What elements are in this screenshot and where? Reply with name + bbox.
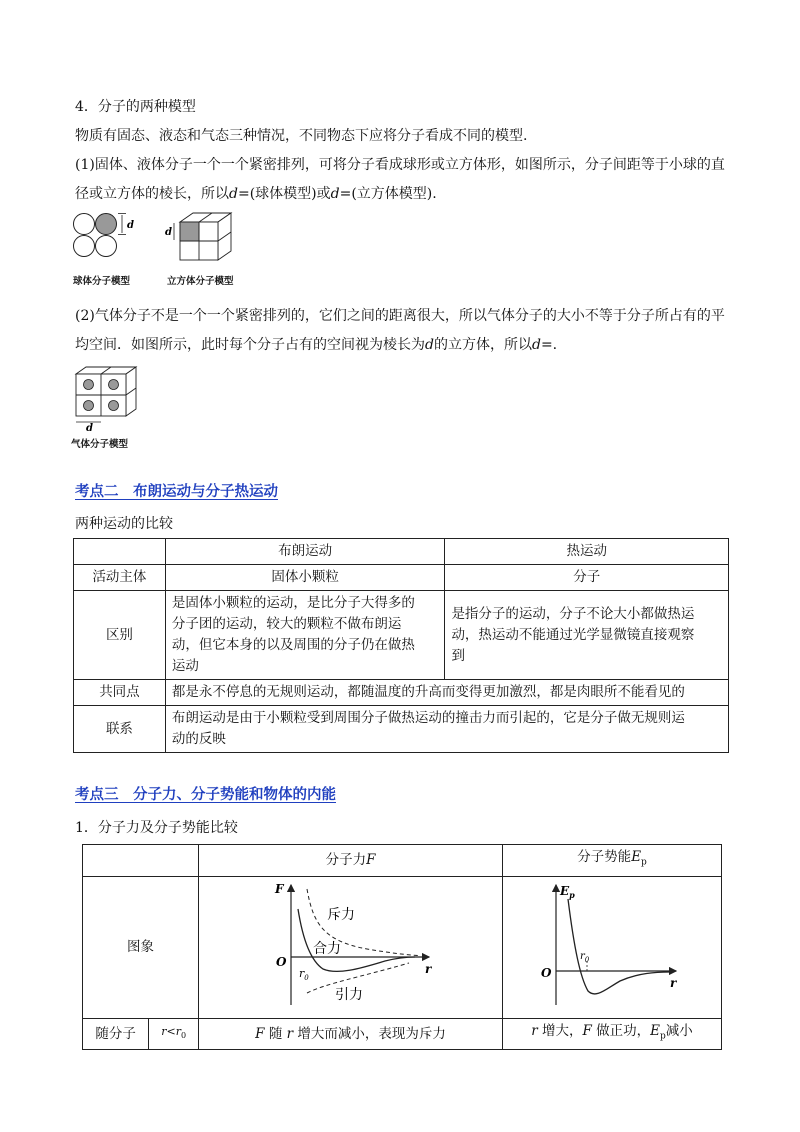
energy-r0-label: $r_0$ xyxy=(580,950,590,964)
energy-origin-label: O xyxy=(541,965,552,980)
attraction-label: 引力 xyxy=(334,986,363,1003)
cell-force-graph xyxy=(199,876,503,1018)
table-row xyxy=(74,591,729,680)
table-cell xyxy=(83,845,199,877)
table-row xyxy=(74,565,729,591)
row-label-subject: 活动主体 xyxy=(74,565,166,591)
section4-p2-line2: 均空间．如图所示，此时每个分子占有的空间视为棱长为d的立方体，所以d=. xyxy=(75,337,558,353)
energy-y-label: $E_p$ xyxy=(560,883,575,900)
table-row xyxy=(83,845,722,877)
heading-kaodian-3: 考点三 分子力、分子势能和物体的内能 xyxy=(75,787,336,803)
section2-subtitle: 两种运动的比较 xyxy=(75,516,173,532)
energy-graph xyxy=(504,877,720,1011)
gas-d-label: d xyxy=(86,423,93,432)
section4-p1-line1: (1)固体、液体分子一个一个紧密排列，可将分子看成球形或立方体形，如图所示，分子间距等于小球的直 xyxy=(75,157,725,173)
sphere-d-label: d xyxy=(127,220,134,231)
force-r0-label: $r_0$ xyxy=(298,966,309,982)
table-row xyxy=(74,680,729,706)
table-row xyxy=(83,876,722,1018)
caption-sphere-model: 球体分子模型 xyxy=(73,276,131,287)
force-graph xyxy=(201,877,501,1011)
col-header-brownian: 布朗运动 xyxy=(165,539,445,565)
row-label-graph: 图象 xyxy=(83,876,199,1018)
table-row xyxy=(83,1018,722,1050)
col-header-thermal: 热运动 xyxy=(445,539,729,565)
cell-condition: $r<r_0$ xyxy=(149,1018,199,1050)
cube-d-label: d xyxy=(165,227,172,238)
cube-model-figure xyxy=(164,210,244,270)
force-x-label: r xyxy=(424,961,431,976)
section4-title: 4．分子的两种模型 xyxy=(75,99,196,115)
potential-energy-curve xyxy=(568,899,670,994)
cell-brown-subject: 固体小颗粒 xyxy=(165,565,445,591)
section4-p2-line1: (2)气体分子不是一个一个紧密排列的，它们之间的距离很大，所以气体分子的大小不等于分子所占有的平 xyxy=(75,308,725,324)
table-cell xyxy=(74,539,166,565)
cell-energy-graph xyxy=(503,876,722,1018)
section3-subtitle: 1．分子力及分子势能比较 xyxy=(75,820,238,836)
caption-cube-model: 立方体分子模型 xyxy=(167,276,234,287)
row-label-common: 共同点 xyxy=(74,680,166,706)
section4-intro: 物质有固态、液态和气态三种情况，不同物态下应将分子看成不同的模型. xyxy=(75,128,528,144)
cell-brown-difference: 是固体小颗粒的运动，是比分子大得多的 分子团的运动，较大的颗粒不做布朗运 动，但它本身的以及周围的分子仍在做热 运动 xyxy=(165,591,445,680)
sphere-model-figure xyxy=(72,212,142,268)
col-header-energy: 分子势能$E_p$ xyxy=(503,845,722,877)
cell-thermal-subject: 分子 xyxy=(445,565,729,591)
heading-kaodian-2: 考点二 布朗运动与分子热运动 xyxy=(75,484,278,500)
cell-common: 都是永不停息的无规则运动，都随温度的升高而变得更加激烈，都是肉眼所不能看见的 xyxy=(165,680,728,706)
cell-force-trend: F 随 r 增大而减小，表现为斥力 xyxy=(199,1018,503,1050)
caption-gas-model: 气体分子模型 xyxy=(71,439,129,450)
section4-p1-line2: 径或立方体的棱长，所以d=(球体模型)或d=(立方体模型). xyxy=(75,186,437,202)
force-y-label: F xyxy=(274,881,284,896)
energy-x-label: r xyxy=(670,975,677,990)
net-force-label: 合力 xyxy=(312,940,341,957)
table-row xyxy=(74,706,729,753)
row-label-with-distance: 随分子 xyxy=(83,1018,149,1050)
brown-thermal-table xyxy=(73,538,729,753)
cell-energy-trend: r 增大，F 做正功，$E_p$减小 xyxy=(503,1018,722,1050)
force-energy-table xyxy=(82,844,722,1050)
gas-model-figure xyxy=(73,364,143,432)
row-label-relation: 联系 xyxy=(74,706,166,753)
table-row xyxy=(74,539,729,565)
row-label-difference: 区别 xyxy=(74,591,166,680)
cell-thermal-difference: 是指分子的运动，分子不论大小都做热运 动，热运动不能通过光学显微镜直接观察 到 xyxy=(445,591,729,680)
repulsion-label: 斥力 xyxy=(326,906,355,923)
cell-relation: 布朗运动是由于小颗粒受到周围分子做热运动的撞击力而引起的，它是分子做无规则运 动的反映 xyxy=(165,706,728,753)
col-header-force: 分子力F xyxy=(199,845,503,877)
force-origin-label: O xyxy=(275,954,286,969)
